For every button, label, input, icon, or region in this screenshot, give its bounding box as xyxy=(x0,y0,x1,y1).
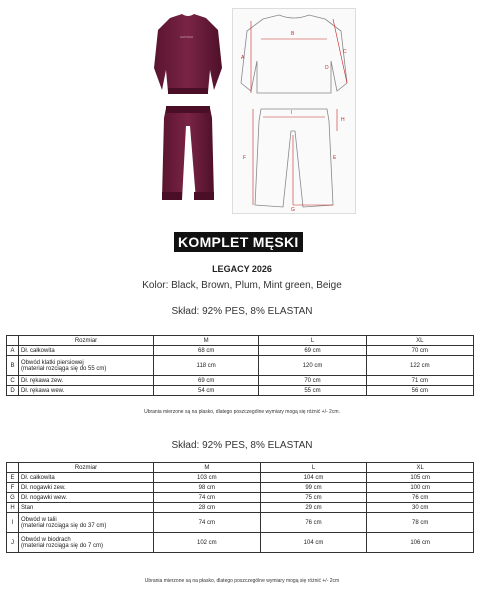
material-bottom: Skład: 92% PES, 8% ELASTAN xyxy=(171,440,313,451)
row-name-line1: Obwód klatki piersiowej xyxy=(21,359,84,366)
table-row xyxy=(7,346,474,356)
cell-l: 104 cm xyxy=(260,473,367,483)
row-letter: H xyxy=(7,503,19,513)
table-row xyxy=(7,473,474,483)
cell-l: 76 cm xyxy=(260,513,367,533)
material-top: Skład: 92% PES, 8% ELASTAN xyxy=(171,306,313,317)
size-table-top xyxy=(6,335,474,396)
table-row xyxy=(7,503,474,513)
header-m: M xyxy=(154,463,261,473)
row-name-line2: (materiał rozciąga się do 7 cm) xyxy=(21,542,104,549)
header-l: L xyxy=(260,463,367,473)
cell-l: 120 cm xyxy=(259,356,366,376)
table-row xyxy=(7,386,474,396)
cell-m: 103 cm xyxy=(154,473,261,483)
label-e: E xyxy=(333,155,337,161)
row-name: Dł. nogawki zew. xyxy=(19,483,154,493)
cell-xl: 106 cm xyxy=(367,533,474,553)
label-i: I xyxy=(291,110,293,116)
row-letter: A xyxy=(7,346,19,356)
cell-l: 55 cm xyxy=(259,386,366,396)
row-letter: C xyxy=(7,376,19,386)
product-title xyxy=(174,232,303,252)
cell-m: 74 cm xyxy=(154,513,261,533)
cell-l: 104 cm xyxy=(260,533,367,553)
cell-xl: 56 cm xyxy=(366,386,473,396)
cell-m: 28 cm xyxy=(154,503,261,513)
row-name xyxy=(19,533,154,553)
title-word-1: KOMPLET xyxy=(178,234,249,250)
row-name: Dł. rękawa zew. xyxy=(19,376,154,386)
cell-l: 75 cm xyxy=(260,493,367,503)
cell-xl: 70 cm xyxy=(366,346,473,356)
table-row xyxy=(7,356,474,376)
cell-xl: 100 cm xyxy=(367,483,474,493)
cell-l: 99 cm xyxy=(260,483,367,493)
row-name: Dł. całkowita xyxy=(19,473,154,483)
header-size: Rozmiar xyxy=(19,463,154,473)
header-l: L xyxy=(259,336,366,346)
label-g: G xyxy=(291,207,295,213)
cell-xl: 76 cm xyxy=(367,493,474,503)
row-name xyxy=(19,513,154,533)
title-word-2: MĘSKI xyxy=(252,234,299,250)
header-xl: XL xyxy=(367,463,474,473)
row-letter: G xyxy=(7,493,19,503)
row-name: Stan xyxy=(19,503,154,513)
size-table-bottom xyxy=(6,462,474,553)
label-d: D xyxy=(325,65,329,71)
row-name-line1: Obwód w talii xyxy=(21,516,57,523)
label-h: H xyxy=(341,117,345,123)
table-row xyxy=(7,493,474,503)
cell-l: 69 cm xyxy=(259,346,366,356)
cell-xl: 71 cm xyxy=(366,376,473,386)
row-name: Dł. nogawki wew. xyxy=(19,493,154,503)
cell-m: 98 cm xyxy=(154,483,261,493)
row-name-line2: (materiał rozciąga się do 55 cm) xyxy=(21,365,107,372)
cell-m: 118 cm xyxy=(154,356,259,376)
header-xl: XL xyxy=(366,336,473,346)
cell-l: 29 cm xyxy=(260,503,367,513)
header-size: Rozmiar xyxy=(19,336,154,346)
row-letter: E xyxy=(7,473,19,483)
row-name-line2: (materiał rozciąga się do 37 cm) xyxy=(21,522,107,529)
row-letter: J xyxy=(7,533,19,553)
row-name: Dł. całkowita xyxy=(19,346,154,356)
label-a: A xyxy=(241,55,245,61)
row-letter: I xyxy=(7,513,19,533)
cell-m: 54 cm xyxy=(154,386,259,396)
row-name: Dł. rękawa wew. xyxy=(19,386,154,396)
cell-l: 70 cm xyxy=(259,376,366,386)
measure-note-top: Ubrania mierzone są na płasko, dlatego poszczególne wymiary mogą się różnić +/- 2cm. xyxy=(144,409,340,415)
table-row xyxy=(7,483,474,493)
row-letter: D xyxy=(7,386,19,396)
cell-xl: 30 cm xyxy=(367,503,474,513)
cell-xl: 105 cm xyxy=(367,473,474,483)
table-row xyxy=(7,513,474,533)
header-m: M xyxy=(154,336,259,346)
label-b: B xyxy=(291,31,295,37)
table-header xyxy=(7,336,474,346)
row-letter: F xyxy=(7,483,19,493)
row-name xyxy=(19,356,154,376)
label-f: F xyxy=(243,155,247,161)
table-header xyxy=(7,463,474,473)
label-c: C xyxy=(343,49,347,55)
cell-m: 102 cm xyxy=(154,533,261,553)
collection-name: LEGACY 2026 xyxy=(212,264,272,274)
cell-m: 69 cm xyxy=(154,376,259,386)
product-photo xyxy=(148,8,228,208)
row-letter: B xyxy=(7,356,19,376)
table-row xyxy=(7,376,474,386)
cell-xl: 78 cm xyxy=(367,513,474,533)
measurement-diagram xyxy=(232,8,356,214)
measure-note-bottom: Ubrania mierzone są na płasko, dlatego poszczególne wymiary mogą się różnić +/- 2cm xyxy=(144,578,340,584)
cell-m: 74 cm xyxy=(154,493,261,503)
color-list: Kolor: Black, Brown, Plum, Mint green, Beige xyxy=(142,280,342,291)
cell-m: 68 cm xyxy=(154,346,259,356)
table-row xyxy=(7,533,474,553)
cell-xl: 122 cm xyxy=(366,356,473,376)
row-name-line1: Obwód w biodrach xyxy=(21,536,71,543)
svg-text:GROSSO: GROSSO xyxy=(180,35,194,39)
